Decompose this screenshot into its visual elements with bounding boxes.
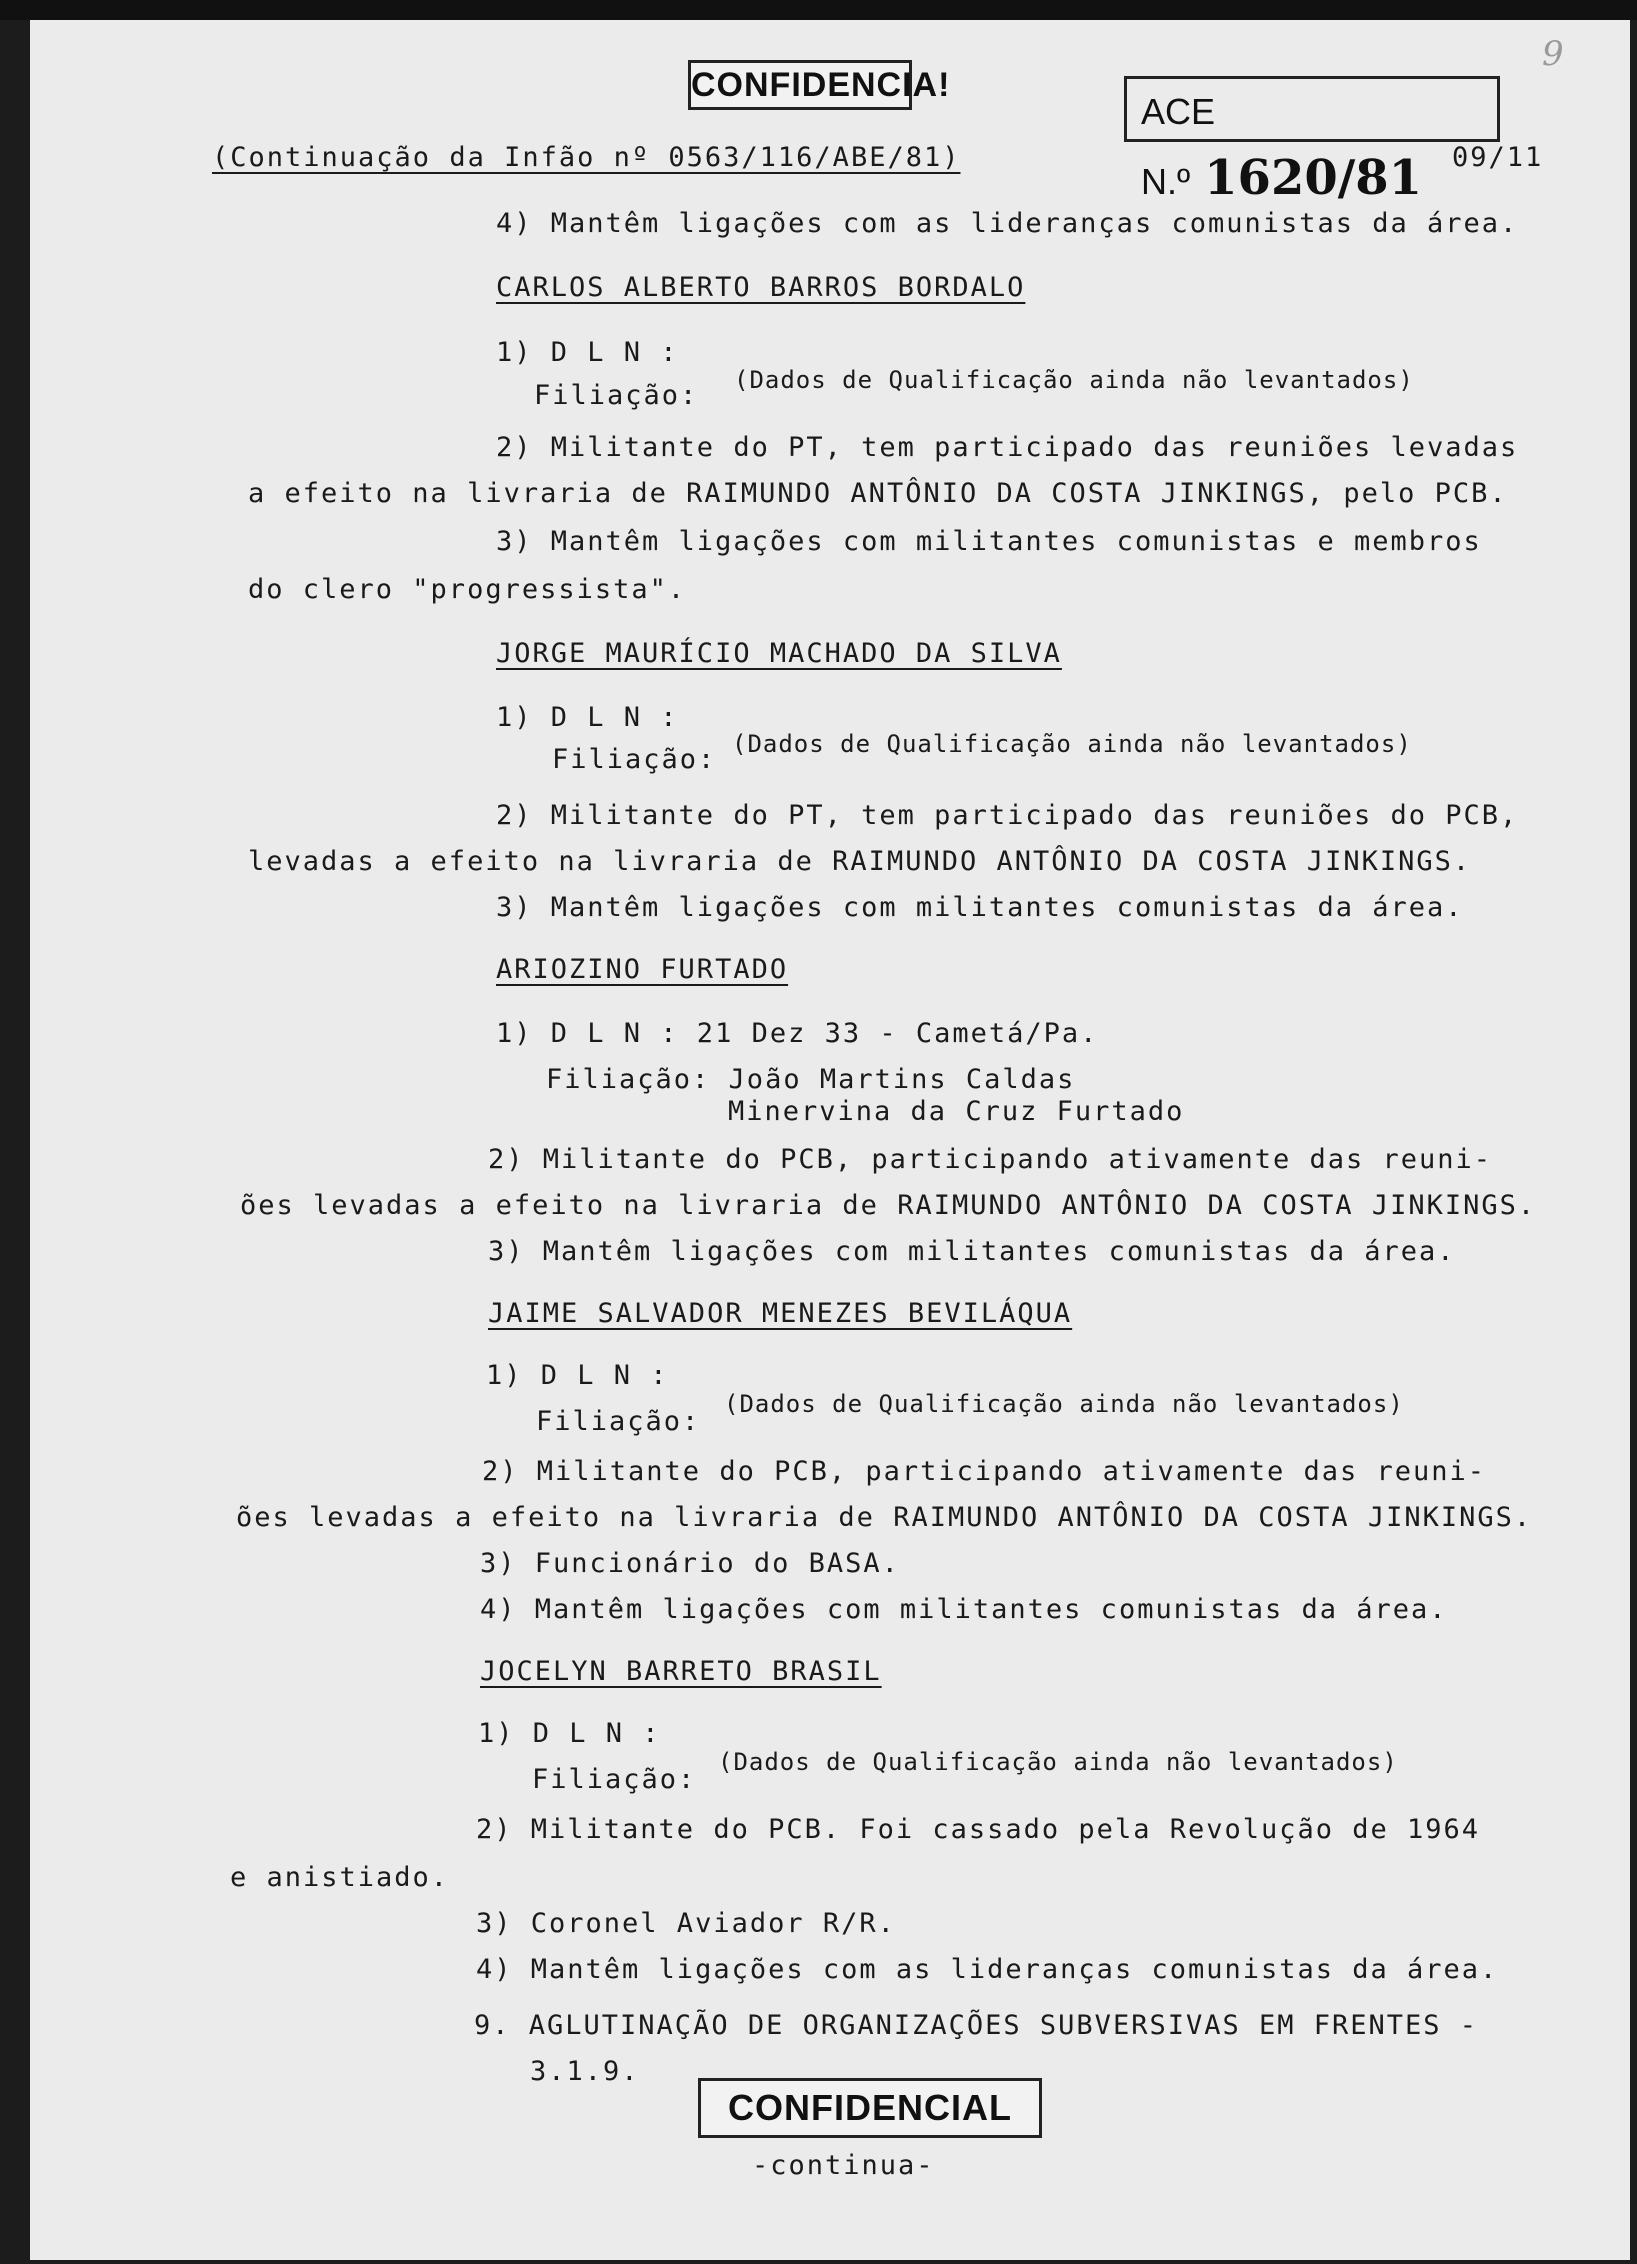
- text-line: 3) Mantêm ligações com militantes comunistas da área.: [496, 892, 1464, 923]
- person-name-heading: JAIME SALVADOR MENEZES BEVILÁQUA: [488, 1298, 1073, 1329]
- text-line: 4) Mantêm ligações com militantes comunistas da área.: [480, 1594, 1448, 1625]
- qualification-note: (Dados de Qualificação ainda não levantados): [732, 730, 1412, 758]
- continua-label: -continua-: [752, 2150, 935, 2181]
- section-heading: 9. AGLUTINAÇÃO DE ORGANIZAÇÕES SUBVERSIVAS EM FRENTES -: [474, 2010, 1479, 2041]
- text-line: Filiação:: [552, 744, 717, 775]
- text-line: 1) D L N :: [486, 1360, 669, 1391]
- text-line: 3) Mantêm ligações com militantes comunistas e membros: [496, 526, 1482, 557]
- text-line: Filiação:: [534, 380, 699, 411]
- text-line: 4) Mantêm ligações com as lideranças comunistas da área.: [496, 208, 1519, 239]
- text-line: 1) D L N :: [478, 1718, 661, 1749]
- person-name-heading: JOCELYN BARRETO BRASIL: [480, 1656, 882, 1687]
- text-line: e anistiado.: [230, 1862, 450, 1893]
- text-line: Minervina da Cruz Furtado: [728, 1096, 1185, 1127]
- text-line: 4) Mantêm ligações com as lideranças comunistas da área.: [476, 1954, 1499, 1985]
- text-line: 2) Militante do PCB, participando ativamente das reuni-: [488, 1144, 1493, 1175]
- confidential-stamp-top: CONFIDENCIA!: [688, 60, 912, 110]
- ace-label: ACE N.º: [1141, 91, 1216, 202]
- text-line: ões levadas a efeito na livraria de RAIMUNDO ANTÔNIO DA COSTA JINKINGS.: [236, 1502, 1533, 1533]
- qualification-note: (Dados de Qualificação ainda não levantados): [734, 366, 1414, 394]
- text-line: a efeito na livraria de RAIMUNDO ANTÔNIO DA COSTA JINKINGS, pelo PCB.: [248, 478, 1508, 509]
- text-line: Filiação:: [536, 1406, 701, 1437]
- qualification-note: (Dados de Qualificação ainda não levantados): [724, 1390, 1404, 1418]
- person-name-heading: ARIOZINO FURTADO: [496, 954, 789, 985]
- text-line: 2) Militante do PCB. Foi cassado pela Revolução de 1964: [476, 1814, 1481, 1845]
- text-line: 1) D L N : 21 Dez 33 - Cametá/Pa.: [496, 1018, 1099, 1049]
- text-line: 2) Militante do PT, tem participado das reuniões do PCB,: [496, 800, 1519, 831]
- person-name-heading: CARLOS ALBERTO BARROS BORDALO: [496, 272, 1026, 303]
- text-line: 2) Militante do PT, tem participado das reuniões levadas: [496, 432, 1519, 463]
- text-line: 1) D L N :: [496, 337, 679, 368]
- qualification-note: (Dados de Qualificação ainda não levantados): [718, 1748, 1398, 1776]
- text-line: 3) Mantêm ligações com militantes comunistas da área.: [488, 1236, 1456, 1267]
- confidential-stamp-bottom: CONFIDENCIAL: [698, 2078, 1042, 2138]
- text-line: 2) Militante do PCB, participando ativamente das reuni-: [482, 1456, 1487, 1487]
- page-reference: 09/11: [1452, 142, 1544, 173]
- ace-number: 1620/81: [1204, 150, 1423, 206]
- page-corner-mark: 9: [1542, 34, 1564, 74]
- scan-top-edge: [0, 0, 1637, 20]
- text-line: Filiação:: [532, 1764, 697, 1795]
- person-name-heading: JORGE MAURÍCIO MACHADO DA SILVA: [496, 638, 1062, 669]
- section-number: 3.1.9.: [530, 2056, 640, 2087]
- text-line: levadas a efeito na livraria de RAIMUNDO ANTÔNIO DA COSTA JINKINGS.: [248, 846, 1472, 877]
- text-line: ões levadas a efeito na livraria de RAIMUNDO ANTÔNIO DA COSTA JINKINGS.: [240, 1190, 1537, 1221]
- text-line: 1) D L N :: [496, 702, 679, 733]
- text-line: 3) Funcionário do BASA.: [480, 1548, 900, 1579]
- text-line: do clero "progressista".: [248, 574, 687, 605]
- text-line: 3) Coronel Aviador R/R.: [476, 1908, 896, 1939]
- continuation-header: (Continuação da Infão nº 0563/116/ABE/81): [212, 142, 961, 173]
- text-line: Filiação: João Martins Caldas: [546, 1064, 1076, 1095]
